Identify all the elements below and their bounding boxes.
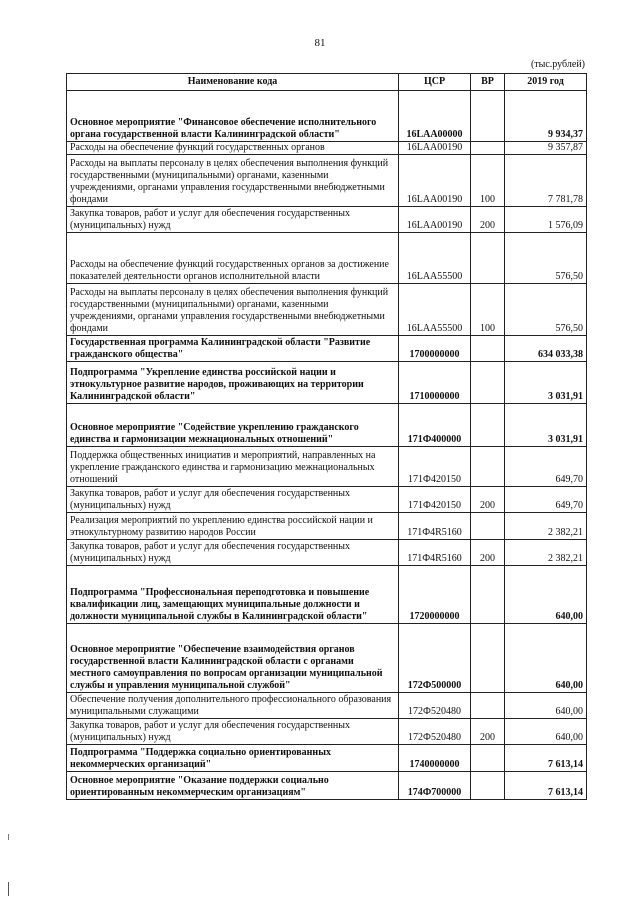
row-sum-cell: 2 382,21 [505, 513, 587, 540]
row-sum-cell: 634 033,38 [505, 336, 587, 362]
table-row [67, 91, 587, 142]
row-name-cell: Расходы на выплаты персоналу в целях обеспечения выполнения функций государственными (муниципальными) органами, казенными учреждениями, органами управления государственными внебюджетными фондами [67, 284, 399, 336]
row-vr-cell [471, 624, 505, 693]
row-vr-cell: 200 [471, 207, 505, 233]
table-row [67, 447, 587, 487]
header-sum: 2019 год [505, 74, 587, 91]
row-vr-cell [471, 772, 505, 800]
row-sum-cell: 576,50 [505, 284, 587, 336]
table-row [67, 719, 587, 745]
row-name-cell: Подпрограмма "Профессиональная переподготовка и повышение квалификации лиц, замещающих муниципальные должности и должности муниципальной службы в Калининградской области" [67, 566, 399, 624]
table-row [67, 772, 587, 800]
table-row [67, 566, 587, 624]
header-csr: ЦСР [399, 74, 471, 91]
row-csr-cell: 172Ф520480 [399, 693, 471, 719]
table-row [67, 540, 587, 566]
row-sum-cell: 3 031,91 [505, 404, 587, 447]
row-vr-cell [471, 566, 505, 624]
row-csr-cell: 174Ф700000 [399, 772, 471, 800]
row-name-cell: Закупка товаров, работ и услуг для обеспечения государственных (муниципальных) нужд [67, 540, 399, 566]
row-vr-cell [471, 404, 505, 447]
scan-margin-mark [8, 882, 9, 896]
row-csr-cell: 171Ф4R5160 [399, 513, 471, 540]
table-row [67, 336, 587, 362]
table-row [67, 624, 587, 693]
row-sum-cell: 576,50 [505, 233, 587, 284]
row-sum-cell: 649,70 [505, 487, 587, 513]
row-name-cell: Основное мероприятие "Обеспечение взаимодействия органов государственной власти Калининградской области с органами местного самоуправления по вопросам организации муниципальной службы и управления муниципальной службой" [67, 624, 399, 693]
unit-label: (тыс.рублей) [530, 59, 585, 70]
table-row [67, 284, 587, 336]
table-row [67, 155, 587, 207]
row-sum-cell: 649,70 [505, 447, 587, 487]
row-name-cell: Закупка товаров, работ и услуг для обеспечения государственных (муниципальных) нужд [67, 207, 399, 233]
row-csr-cell: 16LAA00190 [399, 142, 471, 155]
row-sum-cell: 640,00 [505, 719, 587, 745]
row-csr-cell: 1710000000 [399, 362, 471, 404]
row-csr-cell: 16LAA55500 [399, 284, 471, 336]
row-vr-cell [471, 745, 505, 772]
row-vr-cell [471, 693, 505, 719]
row-sum-cell: 9 934,37 [505, 91, 587, 142]
row-name-cell: Закупка товаров, работ и услуг для обеспечения государственных (муниципальных) нужд [67, 719, 399, 745]
table-row [67, 745, 587, 772]
row-csr-cell: 1700000000 [399, 336, 471, 362]
row-vr-cell: 200 [471, 540, 505, 566]
row-csr-cell: 16LAA00190 [399, 207, 471, 233]
row-csr-cell: 16LAA55500 [399, 233, 471, 284]
row-csr-cell: 1720000000 [399, 566, 471, 624]
row-sum-cell: 7 781,78 [505, 155, 587, 207]
row-name-cell: Расходы на обеспечение функций государственных органов за достижение показателей деятельности органов исполнительной власти [67, 233, 399, 284]
row-vr-cell [471, 362, 505, 404]
row-name-cell: Основное мероприятие "Содействие укреплению гражданского единства и гармонизации межнациональных отношений" [67, 404, 399, 447]
row-name-cell: Расходы на обеспечение функций государственных органов [67, 142, 399, 155]
row-vr-cell: 100 [471, 155, 505, 207]
row-name-cell: Основное мероприятие "Оказание поддержки социально ориентированным некоммерческим организациям" [67, 772, 399, 800]
row-name-cell: Основное мероприятие "Финансовое обеспечение исполнительного органа государственной власти Калининградской области" [67, 91, 399, 142]
row-csr-cell: 16LAA00190 [399, 155, 471, 207]
row-name-cell: Расходы на выплаты персоналу в целях обеспечения выполнения функций государственными (муниципальными) органами, казенными учреждениями, органами управления государственными внебюджетными фондами [67, 155, 399, 207]
row-vr-cell [471, 91, 505, 142]
row-vr-cell [471, 233, 505, 284]
row-sum-cell: 7 613,14 [505, 772, 587, 800]
row-sum-cell: 3 031,91 [505, 362, 587, 404]
page-number: 81 [314, 37, 326, 49]
row-vr-cell: 200 [471, 487, 505, 513]
row-csr-cell: 171Ф400000 [399, 404, 471, 447]
scan-margin-mark [8, 834, 9, 840]
row-csr-cell: 171Ф4R5160 [399, 540, 471, 566]
table-row [67, 142, 587, 155]
table-row [67, 233, 587, 284]
row-name-cell: Государственная программа Калининградской области "Развитие гражданского общества" [67, 336, 399, 362]
row-sum-cell: 640,00 [505, 693, 587, 719]
row-sum-cell: 640,00 [505, 624, 587, 693]
row-csr-cell: 172Ф520480 [399, 719, 471, 745]
row-vr-cell [471, 336, 505, 362]
row-vr-cell: 200 [471, 719, 505, 745]
row-vr-cell [471, 447, 505, 487]
row-name-cell: Поддержка общественных инициатив и мероприятий, направленных на укрепление гражданского единства и гармонизацию межнациональных отношений [67, 447, 399, 487]
table-header-row [67, 74, 587, 91]
table-row [67, 404, 587, 447]
table-row [67, 362, 587, 404]
table-row [67, 693, 587, 719]
row-name-cell: Реализация мероприятий по укреплению единства российской нации и этнокультурному развитию народов России [67, 513, 399, 540]
table-row [67, 207, 587, 233]
row-csr-cell: 171Ф420150 [399, 447, 471, 487]
row-vr-cell: 100 [471, 284, 505, 336]
budget-table [66, 73, 587, 800]
row-csr-cell: 16LAA00000 [399, 91, 471, 142]
row-vr-cell [471, 142, 505, 155]
row-sum-cell: 2 382,21 [505, 540, 587, 566]
table-row [67, 487, 587, 513]
header-vr: ВР [471, 74, 505, 91]
row-vr-cell [471, 513, 505, 540]
row-name-cell: Обеспечение получения дополнительного профессионального образования муниципальными служащими [67, 693, 399, 719]
row-name-cell: Закупка товаров, работ и услуг для обеспечения государственных (муниципальных) нужд [67, 487, 399, 513]
row-sum-cell: 7 613,14 [505, 745, 587, 772]
row-csr-cell: 1740000000 [399, 745, 471, 772]
row-csr-cell: 172Ф500000 [399, 624, 471, 693]
row-sum-cell: 9 357,87 [505, 142, 587, 155]
row-sum-cell: 1 576,09 [505, 207, 587, 233]
table-row [67, 513, 587, 540]
table-body [67, 91, 587, 800]
row-name-cell: Подпрограмма "Поддержка социально ориентированных некоммерческих организаций" [67, 745, 399, 772]
header-name: Наименование кода [67, 74, 399, 91]
row-csr-cell: 171Ф420150 [399, 487, 471, 513]
row-name-cell: Подпрограмма "Укрепление единства российской нации и этнокультурное развитие народов, проживающих на территории Калининградской области" [67, 362, 399, 404]
row-sum-cell: 640,00 [505, 566, 587, 624]
